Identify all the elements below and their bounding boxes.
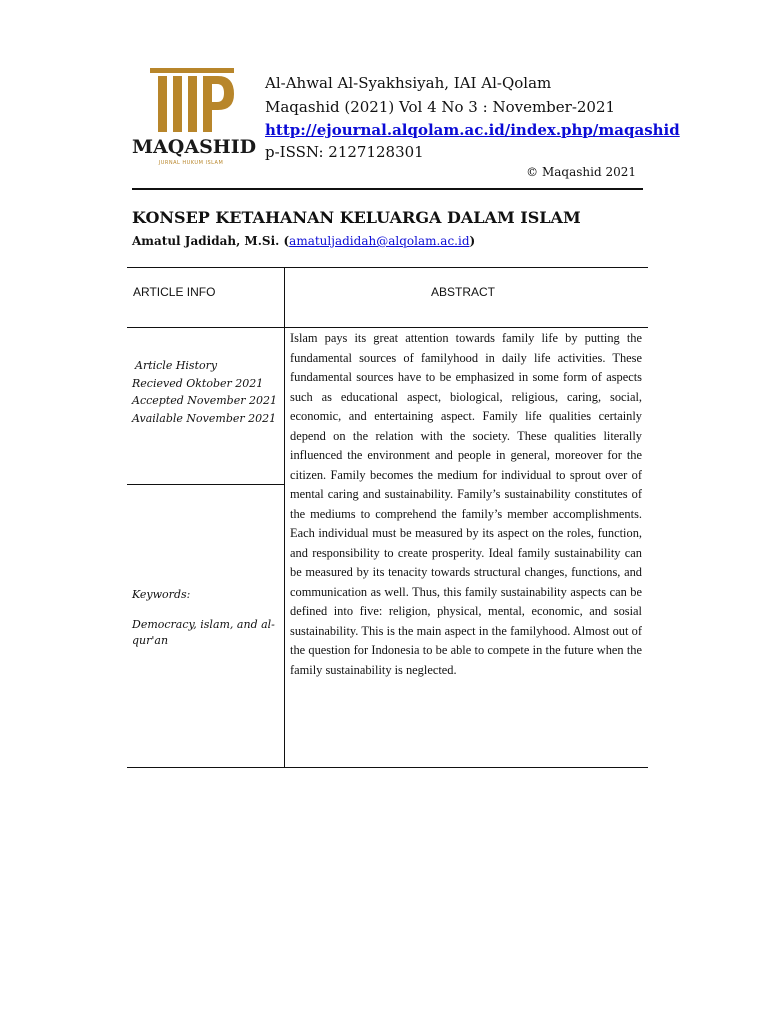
author-name: Amatul Jadidah, M.Si. [132, 234, 280, 248]
table-info-divider [127, 484, 284, 485]
journal-volume: Maqashid (2021) Vol 4 No 3 : November-2021 [265, 98, 616, 116]
author-paren-open: ( [279, 234, 290, 248]
author-email-link[interactable]: amatuljadidah@alqolam.ac.id [289, 234, 470, 248]
abstract-header: ABSTRACT [431, 285, 496, 299]
article-title: KONSEP KETAHANAN KELUARGA DALAM ISLAM [132, 208, 581, 227]
table-column-divider [284, 267, 285, 768]
journal-issn: p-ISSN: 2127128301 [265, 143, 424, 161]
history-accepted: Accepted November 2021 [132, 394, 277, 407]
keywords-label: Keywords: [132, 588, 191, 601]
journal-logo [132, 66, 257, 176]
history-received: Recieved Oktober 2021 [132, 376, 264, 390]
history-label: Article History [135, 359, 218, 372]
header-divider [132, 188, 643, 190]
maqashid-emblem-icon [148, 66, 236, 134]
copyright-notice: © Maqashid 2021 [526, 165, 636, 179]
table-top-border [127, 267, 648, 268]
logo-wordmark: MAQASHID [132, 136, 257, 158]
keywords-value: Democracy, islam, and al-qur'an [132, 618, 275, 647]
author-line [132, 234, 475, 248]
history-available: Available November 2021 [132, 411, 277, 425]
journal-publisher: Al-Ahwal Al-Syakhsiyah, IAI Al-Qolam [265, 74, 552, 92]
author-paren-close: ) [469, 234, 476, 248]
article-history [132, 357, 277, 427]
logo-tagline: JURNAL HUKUM ISLAM [158, 160, 224, 166]
article-info-header: ARTICLE INFO [133, 285, 216, 299]
abstract-text: Islam pays its great attention towards family life by putting the fundamental sources of familyhood in daily life activities. These fundamental sources have to be emphasized in some form of aspects such as educational aspect, biological, religious, caring, social, economic, and entertaining aspect. Family life qualities certainly depend on the relation with the society. These qualities literally influenced the environment and people in general, moreover for the citizen. Family becomes the medium for individual to sprout over of mental caring and sustainability. Family’s sustainability constitutes of the mediums to comprehend the family’s member accomplishments. Each individual must be measured by its aspect on the roles, function, and responsibility to create prosperity. Ideal family sustainability can be measured by its tenacity towards structural changes, functions, and communication as well. Thus, this family sustainability aspects can be defined into five: religion, physical, mental, economic, and sosial sustainability. This is the main aspect in the familyhood. Almost out of the question for Indonesia to be able to compete in the future when the family sustainability is neglected. [290, 331, 642, 677]
table-bottom-border [127, 767, 648, 768]
journal-url-link[interactable]: http://ejournal.alqolam.ac.id/index.php/maqashid [265, 121, 680, 139]
table-header-border [127, 327, 648, 328]
